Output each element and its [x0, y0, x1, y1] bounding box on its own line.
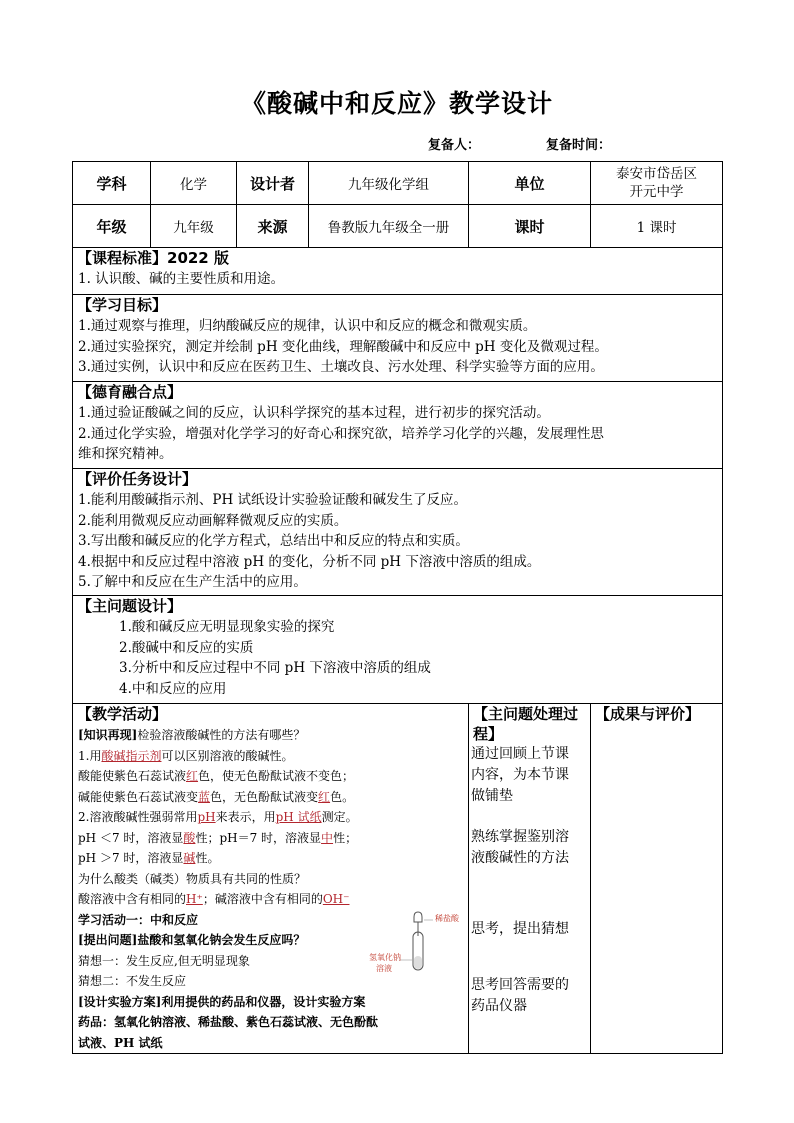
- main-question-line: 2.酸碱中和反应的实质: [119, 639, 254, 656]
- activities-title: 【教学活动】: [77, 705, 168, 723]
- process-line: 液酸碱性的方法: [471, 850, 569, 866]
- subject-value: 化学: [151, 162, 237, 205]
- process-line: 思考回答需要的: [471, 977, 569, 993]
- subject-label: 学科: [73, 162, 151, 205]
- blank-answer: 碱: [183, 851, 196, 865]
- text-run: 来表示，用: [215, 810, 276, 824]
- question-handling-column: [469, 704, 591, 1054]
- process-line: 通过回顾上节课: [471, 746, 569, 762]
- text-run: 酸溶液中含有相同的: [78, 892, 187, 906]
- outcome-column: [591, 704, 723, 1054]
- activity-line: [73, 828, 468, 849]
- lesson-plan-table: [72, 161, 723, 1054]
- prep-info: [428, 134, 611, 153]
- activity-line: [73, 807, 468, 828]
- activity-line: 为什么酸类（碱类）物质具有共同的性质？: [78, 871, 307, 886]
- objective-line: 2.通过实验探究，测定并绘制 pH 变化曲线，理解酸碱中和反应中 pH 变化及微观过程。: [78, 338, 608, 355]
- activity-line: 药品：氢氧化钠溶液、稀盐酸、紫色石蕊试液、无色酚酞: [78, 1015, 379, 1029]
- blank-answer: 酸碱指示剂: [101, 748, 162, 763]
- main-questions-title: 【主问题设计】: [77, 597, 183, 615]
- blank-answer: OH⁻: [322, 892, 350, 906]
- moral-line: 1.通过验证酸碱之间的反应，认识科学探究的基本过程，进行初步的探究活动。: [78, 405, 550, 421]
- base-label-1: 氢氧化钠: [369, 953, 401, 962]
- standard-section: [73, 248, 723, 295]
- recall-question: 检验溶液酸碱性的方法有哪些？: [137, 728, 306, 742]
- activity-line: [73, 725, 468, 746]
- activity-line: 试液、PH 试纸: [78, 1035, 163, 1050]
- text-run: pH ＞7 时，溶液显: [78, 851, 184, 865]
- prep-time-label: 复备时间：: [546, 138, 612, 153]
- blank-answer: 中: [321, 830, 334, 845]
- activities-column: [73, 704, 469, 1054]
- text-run: 2.溶液酸碱性强弱常用: [78, 810, 198, 824]
- text-run: 性。: [195, 851, 220, 865]
- process-line: 熟练掌握鉴别溶: [471, 829, 569, 845]
- main-question-line: 4.中和反应的应用: [119, 680, 227, 697]
- activity-line: [73, 848, 468, 869]
- evaluation-line: 1.能利用酸碱指示剂、PH 试纸设计实验验证酸和碱发生了反应。: [78, 492, 468, 508]
- activity-line: [73, 889, 468, 910]
- base-label-2: 溶液: [376, 964, 392, 973]
- text-run: 性；pH＝7 时，溶液显: [195, 830, 322, 845]
- evaluation-title: 【评价任务设计】: [77, 470, 198, 488]
- main-questions-section: [73, 596, 723, 704]
- period-label: 课时: [469, 205, 591, 248]
- activity-line: [73, 746, 468, 767]
- source-value: 鲁教版九年级全一册: [309, 205, 469, 248]
- activity-line: [73, 766, 468, 787]
- moral-line: 维和探究精神。: [78, 446, 173, 462]
- text-run: 性；: [333, 830, 358, 845]
- grade-value: 九年级: [151, 205, 237, 248]
- main-question-line: 1.酸和碱反应无明显现象实验的探究: [119, 619, 335, 635]
- evaluation-section: [73, 469, 723, 596]
- recall-tag: [知识再现]: [78, 728, 138, 742]
- standard-line: 1. 认识酸、碱的主要性质和用途。: [78, 271, 285, 287]
- blank-answer: 红: [318, 789, 331, 804]
- process-line: 做铺垫: [471, 788, 513, 804]
- text-run: 测定。: [321, 810, 358, 824]
- unit-line-1: 泰安市岱岳区: [616, 166, 698, 182]
- blank-answer: 红: [186, 769, 199, 783]
- text-run: 色，使无色酚酞试液不变色；: [198, 769, 355, 783]
- grade-label: 年级: [73, 205, 151, 248]
- objectives-title: 【学习目标】: [77, 296, 168, 314]
- dropper-test-tube-figure: [369, 910, 469, 974]
- blank-answer: pH: [197, 810, 216, 824]
- objective-line: 3.通过实例，认识中和反应在医药卫生、土壤改良、污水处理、科学实验等方面的应用。: [78, 359, 604, 375]
- activity-heading: 学习活动一：中和反应: [78, 912, 199, 927]
- text-run: 色。: [330, 789, 355, 804]
- acid-label: 稀盐酸: [435, 914, 459, 923]
- designer-label: 设计者: [237, 162, 309, 205]
- activity-line: [73, 787, 468, 808]
- evaluation-line: 3.写出酸和碱反应的化学方程式，总结出中和反应的特点和实质。: [78, 533, 469, 549]
- text-run: 1.用: [78, 748, 102, 763]
- objectives-section: [73, 295, 723, 382]
- blank-answer: pH 试纸: [275, 810, 322, 824]
- text-run: ；碱溶液中含有相同的: [202, 892, 323, 906]
- hypothesis-line: 猜想一：发生反应,但无明显现象: [78, 953, 250, 968]
- text-run: 可以区别溶液的酸碱性。: [161, 748, 294, 763]
- process-line: 内容，为本节课: [471, 767, 569, 783]
- standard-title: 【课程标准】2022 版: [77, 249, 229, 267]
- activity-question: [提出问题]盐酸和氢氧化钠会发生反应吗？: [78, 933, 306, 947]
- period-value: 1 课时: [591, 205, 723, 248]
- moral-title: 【德育融合点】: [77, 383, 183, 401]
- activity-line: [设计实验方案]利用提供的药品和仪器，设计实验方案: [78, 994, 366, 1009]
- blank-answer: 蓝: [198, 789, 211, 804]
- evaluation-line: 5.了解中和反应在生产生活中的应用。: [78, 574, 307, 590]
- source-label: 来源: [237, 205, 309, 248]
- document-title: 《酸碱中和反应》教学设计: [240, 89, 553, 118]
- text-run: 酸能使紫色石蕊试液: [78, 769, 187, 783]
- moral-line: 2.通过化学实验，增强对化学学习的好奇心和探究欲，培养学习化学的兴趣，发展理性思: [78, 425, 604, 442]
- process-line: 药品仪器: [471, 998, 527, 1014]
- moral-section: [73, 382, 723, 469]
- objective-line: 1.通过观察与推理，归纳酸碱反应的规律，认识中和反应的概念和微观实质。: [78, 318, 537, 334]
- prep-person-label: 复备人：: [428, 138, 481, 153]
- blank-answer: H⁺: [186, 892, 203, 906]
- question-handling-title-1: 【主问题处理过: [473, 705, 579, 723]
- text-run: 碱能使紫色石蕊试液变: [78, 789, 199, 804]
- unit-line-2: 开元中学: [629, 184, 684, 200]
- unit-value: [591, 162, 723, 205]
- evaluation-line: 2.能利用微观反应动画解释微观反应的实质。: [78, 512, 348, 529]
- text-run: pH ＜7 时，溶液显: [78, 830, 184, 845]
- hypothesis-line: 猜想二：不发生反应: [78, 974, 187, 988]
- main-question-line: 3.分析中和反应过程中不同 pH 下溶液中溶质的组成: [119, 660, 431, 676]
- designer-value: 九年级化学组: [309, 162, 469, 205]
- process-line: 思考，提出猜想: [471, 921, 569, 937]
- text-run: 色，无色酚酞试液变: [210, 789, 319, 804]
- blank-answer: 酸: [183, 830, 196, 845]
- question-handling-title-2: 程】: [473, 725, 504, 743]
- unit-label: 单位: [469, 162, 591, 205]
- evaluation-line: 4.根据中和反应过程中溶液 pH 的变化，分析不同 pH 下溶液中溶质的组成。: [78, 553, 541, 570]
- outcome-title: 【成果与评价】: [595, 705, 701, 723]
